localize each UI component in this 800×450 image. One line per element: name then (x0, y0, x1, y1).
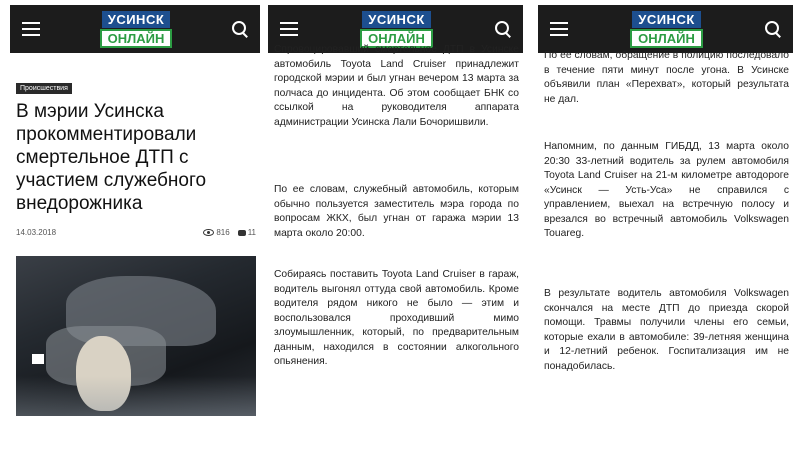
site-logo[interactable] (630, 11, 703, 48)
top-bar (10, 5, 260, 53)
site-logo[interactable] (100, 11, 173, 48)
search-icon[interactable] (765, 21, 781, 37)
article-photo (16, 256, 256, 416)
article-paragraph: Спровоцировавший смертельное ДТП в Усинске автомобиль Toyota Land Cruiser принадлежит городской мэрии и был угнан вечером 13 марта за полчаса до инцидента. Об этом сообщает БНК со ссылкой на руководителя аппарата администрации Усинска Лали Бочоришвили. (274, 44, 519, 128)
article-meta (16, 228, 256, 237)
screenshot-panel-2 (268, 0, 523, 450)
logo-line-2: ОНЛАЙН (100, 29, 173, 48)
site-logo[interactable] (360, 11, 433, 48)
comments-count[interactable]: 11 (238, 228, 256, 237)
views-count: 816 (203, 228, 229, 237)
menu-icon[interactable] (550, 22, 568, 36)
article-paragraph: По ее словам, служебный автомобиль, которым обычно пользуется заместитель мэра города по вопросам ЖКХ, был угнан от гаража мэрии 13 марта около 20:00. (274, 184, 519, 239)
article-headline: В мэрии Усинска прокомментировали смертельное ДТП с участием служебного внедорожника (16, 101, 207, 214)
article-date: 14.03.2018 (16, 228, 57, 237)
logo-line-2: ОНЛАЙН (360, 29, 433, 48)
top-bar (538, 5, 793, 53)
logo-line-2: ОНЛАЙН (630, 29, 703, 48)
category-badge[interactable]: Происшествия (16, 83, 72, 94)
logo-line-1: УСИНСК (362, 11, 431, 28)
article-paragraph: В результате водитель автомобиля Volkswagen скончался на месте ДТП до приезда скорой помощи. Травмы получили члены его семьи, которые ехали в автомобиле: 39-летняя женщина и 12-летний ребенок. Госпитализация им не понадобилась. (544, 288, 789, 372)
logo-line-1: УСИНСК (632, 11, 701, 28)
comment-icon (238, 230, 246, 236)
article-paragraph: Собираясь поставить Toyota Land Cruiser в гараж, водитель выгонял оттуда свой автомобиль. Кроме водителя рядом никого не было — этим и воспользовался проходивший мимо злоумышленник, который, по предварительным данным, находился в состоянии алкогольного опьянения. (274, 269, 519, 367)
menu-icon[interactable] (22, 22, 40, 36)
search-icon[interactable] (495, 21, 511, 37)
search-icon[interactable] (232, 21, 248, 37)
article-paragraph: По ее словам, обращение в полицию последовало в течение пяти минут после угона. В Усинске объявили план «Перехват», который результата не дал. (544, 50, 789, 105)
screenshot-panel-1 (10, 0, 260, 450)
screenshot-panel-3 (538, 0, 793, 450)
menu-icon[interactable] (280, 22, 298, 36)
logo-line-1: УСИНСК (102, 11, 171, 28)
eye-icon (203, 229, 214, 236)
article-paragraph: Напомним, по данным ГИБДД, 13 марта около 20:30 33-летний водитель за рулем автомобиля Toyota Land Cruiser на 21-м километре автодороге «Усинск — Усть-Уса» не справился с управлением, выехал на встречную полосу и врезался во встречный автомобиль Volkswagen Touareg. (544, 141, 789, 239)
